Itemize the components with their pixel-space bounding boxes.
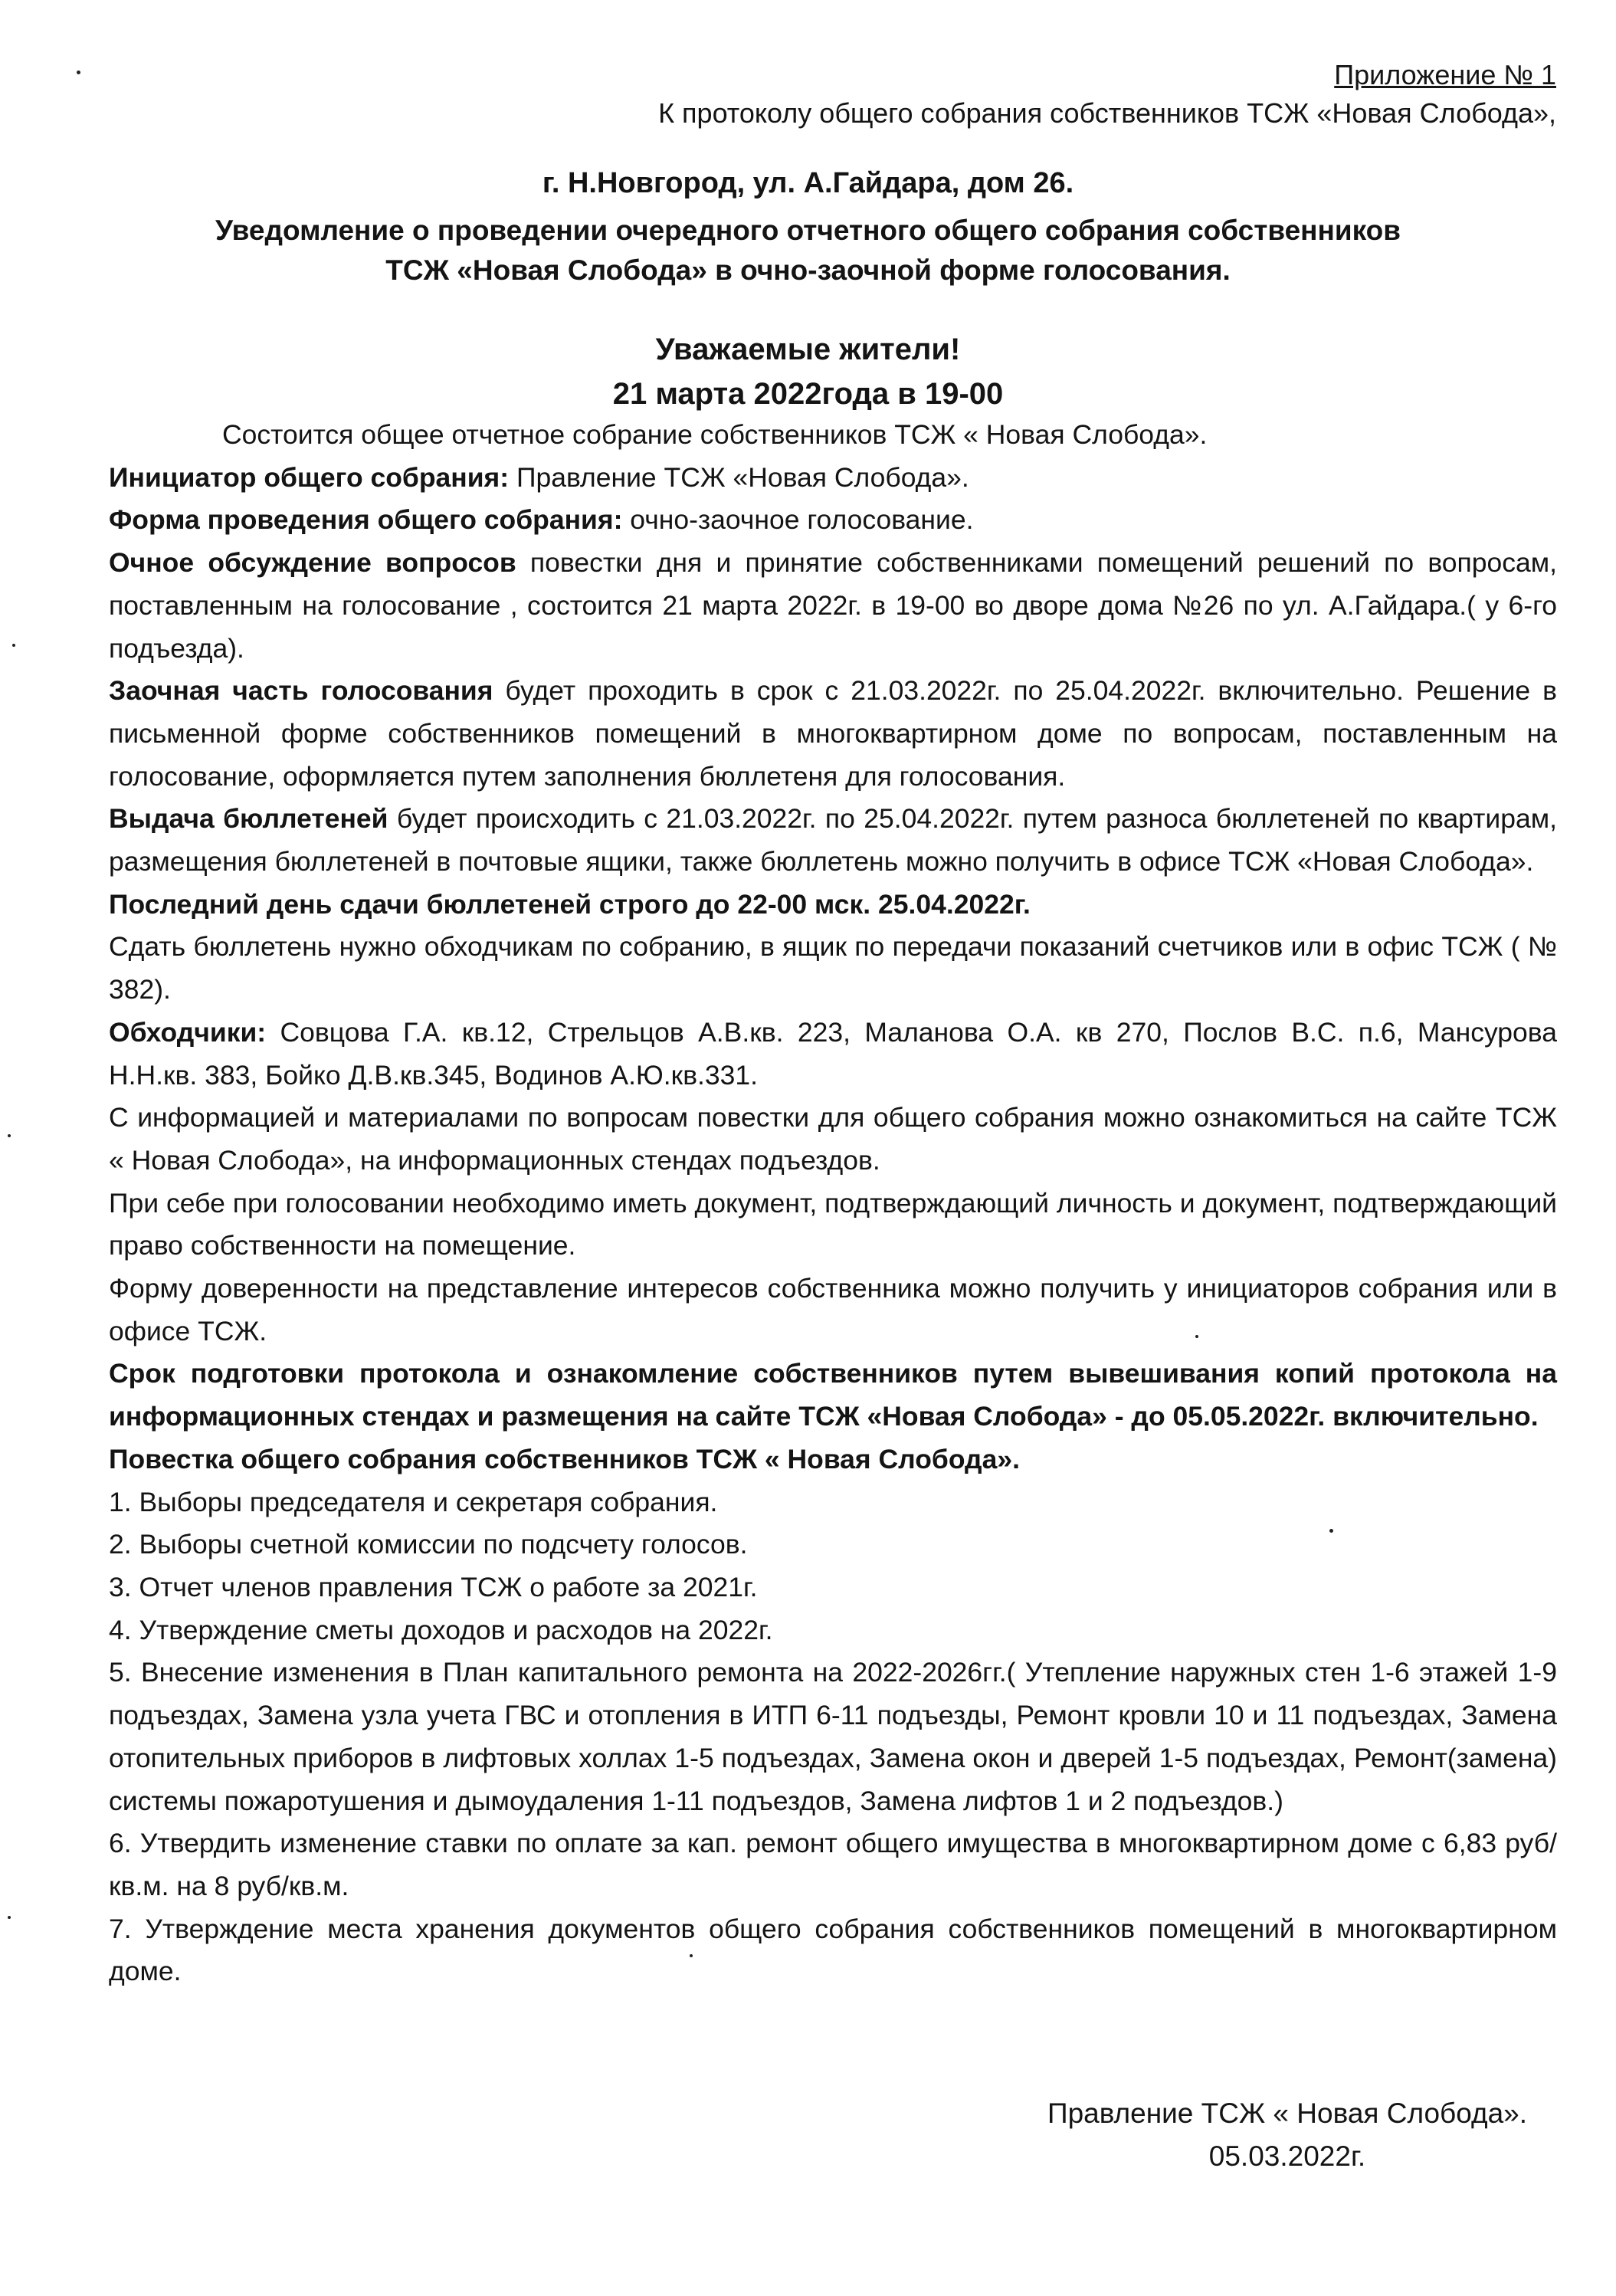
initiator-paragraph (109, 457, 1557, 500)
protocol-reference: К протоколу общего собрания собственников ТСЖ «Новая Слобода», (658, 97, 1556, 129)
ballots-label: Выдача бюллетеней (109, 803, 388, 835)
absentee-text: будет проходить в срок с 21.03.2022г. по 25.04.2022г. включительно. Решение в письменной форме собственников помещений в многоквартирном доме по вопросам, поставленным на голосование, оформляется путем заполнения бюллетеня для голосования. (109, 675, 1557, 792)
agenda-title-text: Повестка общего собрания собственников ТСЖ « Новая Слобода». (109, 1443, 1020, 1474)
agenda-item: 7. Утверждение места хранения документов общего собрания собственников помещений в многоквартирном доме. (109, 1913, 1557, 1987)
greeting: Уважаемые жители! (655, 333, 961, 366)
notice-body (109, 414, 1557, 1993)
form-label: Форма проведения общего собрания: (109, 504, 623, 536)
signature-date: 05.03.2022г. (1208, 2140, 1366, 2172)
agenda-item: 5. Внесение изменения в План капитального ремонта на 2022-2026гг.( Утепление наружных стен 1-6 этажей 1-9 подъездах, Замена узла учета ГВС и отопления в ИТП 6-11 подъезды, Ремонт кровли 10 и 11 подъездах, Замена отопительных приборов в лифтовых холлах 1-5 подъездах, Замена окон и дверей 1-5 подъездах, Ремонт(замена) системы пожаротушения и дымоудаления 1-11 подъездов, Замена лифтов 1 и 2 подъездов.) (109, 1657, 1557, 1816)
notice-title-line2: ТСЖ «Новая Слобода» в очно-заочной форме голосования. (385, 254, 1231, 286)
documents-paragraph: При себе при голосовании необходимо иметь документ, подтверждающий личность и документ, подтверждающий право собственности на помещение. (109, 1187, 1557, 1261)
appendix-label: Приложение № 1 (1334, 59, 1556, 90)
agenda-item: 4. Утверждение сметы доходов и расходов на 2022г. (109, 1614, 773, 1645)
scan-speck (1195, 1335, 1198, 1338)
agenda-item: 3. Отчет членов правления ТСЖ о работе за 2021г. (109, 1571, 758, 1602)
walkers-label: Обходчики: (109, 1016, 267, 1048)
agenda-item: 2. Выборы счетной комиссии по подсчету голосов. (109, 1529, 748, 1560)
absentee-label: Заочная часть голосования (109, 675, 493, 707)
submit-paragraph: Сдать бюллетень нужно обходчикам по собранию, в ящик по передачи показаний счетчиков или в офис ТСЖ ( № 382). (109, 931, 1557, 1005)
agenda-title (109, 1438, 1557, 1481)
scan-speck (8, 1134, 11, 1137)
walkers-text: Совцова Г.А. кв.12, Стрельцов А.В.кв. 223, Маланова О.А. кв 270, Послов В.С. п.6, Мансурова Н.Н.кв. 383, Бойко Д.В.кв.345, Водинов А.Ю.кв.331. (109, 1016, 1557, 1091)
in-person-paragraph (109, 542, 1557, 670)
form-paragraph (109, 499, 1557, 542)
scan-speck (690, 1954, 693, 1957)
intro-paragraph: Состоится общее отчетное собрание собственников ТСЖ « Новая Слобода». (222, 419, 1208, 450)
scan-speck (8, 1916, 11, 1919)
deadline-text: Последний день сдачи бюллетеней строго до 22-00 мск. 25.04.2022г. (109, 888, 1031, 920)
ballots-paragraph (109, 798, 1557, 883)
form-text: очно-заочное голосование. (622, 504, 974, 536)
walkers-paragraph (109, 1012, 1557, 1097)
initiator-label: Инициатор общего собрания: (109, 461, 510, 493)
proxy-paragraph: Форму доверенности на представление интересов собственника можно получить у инициаторов собрания или в офисе ТСЖ. (109, 1273, 1557, 1346)
info-paragraph: С информацией и материалами по вопросам повестки для общего собрания можно ознакомиться на сайте ТСЖ « Новая Слобода», на информационных стендах подъездов. (109, 1102, 1557, 1176)
in-person-label: Очное обсуждение вопросов (109, 547, 516, 579)
agenda-item: 1. Выборы председателя и секретаря собрания. (109, 1486, 718, 1517)
scan-speck (12, 644, 15, 647)
protocol-term-paragraph (109, 1353, 1557, 1438)
scan-speck (77, 71, 80, 74)
deadline-paragraph (109, 884, 1557, 927)
notice-title-line1: Уведомление о проведении очередного отчетного общего собрания собственников (215, 215, 1401, 246)
meeting-date: 21 марта 2022года в 19-00 (612, 377, 1004, 411)
address: г. Н.Новгород, ул. А.Гайдара, дом 26. (542, 167, 1074, 199)
scan-speck (1329, 1529, 1333, 1533)
absentee-paragraph (109, 670, 1557, 798)
protocol-term-text: Срок подготовки протокола и ознакомление собственников путем вывешивания копий протокола на информационных стендах и размещения на сайте ТСЖ «Новая Слобода» - до 05.05.2022г. включительно. (109, 1358, 1557, 1432)
initiator-text: Правление ТСЖ «Новая Слобода». (509, 461, 969, 493)
signature-org: Правление ТСЖ « Новая Слобода». (1047, 2098, 1528, 2129)
in-person-text: повестки дня и принятие собственниками помещений решений по вопросам, поставленным на голосование , состоится 21 марта 2022г. в 19-00 во дворе дома №26 по ул. А.Гайдара.( у 6-го подъезда). (109, 547, 1557, 664)
agenda-item: 6. Утвердить изменение ставки по оплате за кап. ремонт общего имущества в многоквартирном доме с 6,83 руб/кв.м. на 8 руб/кв.м. (109, 1828, 1557, 1901)
ballots-text: будет происходить с 21.03.2022г. по 25.04.2022г. путем разноса бюллетеней по квартирам, размещения бюллетеней в почтовые ящики, также бюллетень можно получить в офисе ТСЖ «Новая Слобода». (109, 803, 1557, 877)
